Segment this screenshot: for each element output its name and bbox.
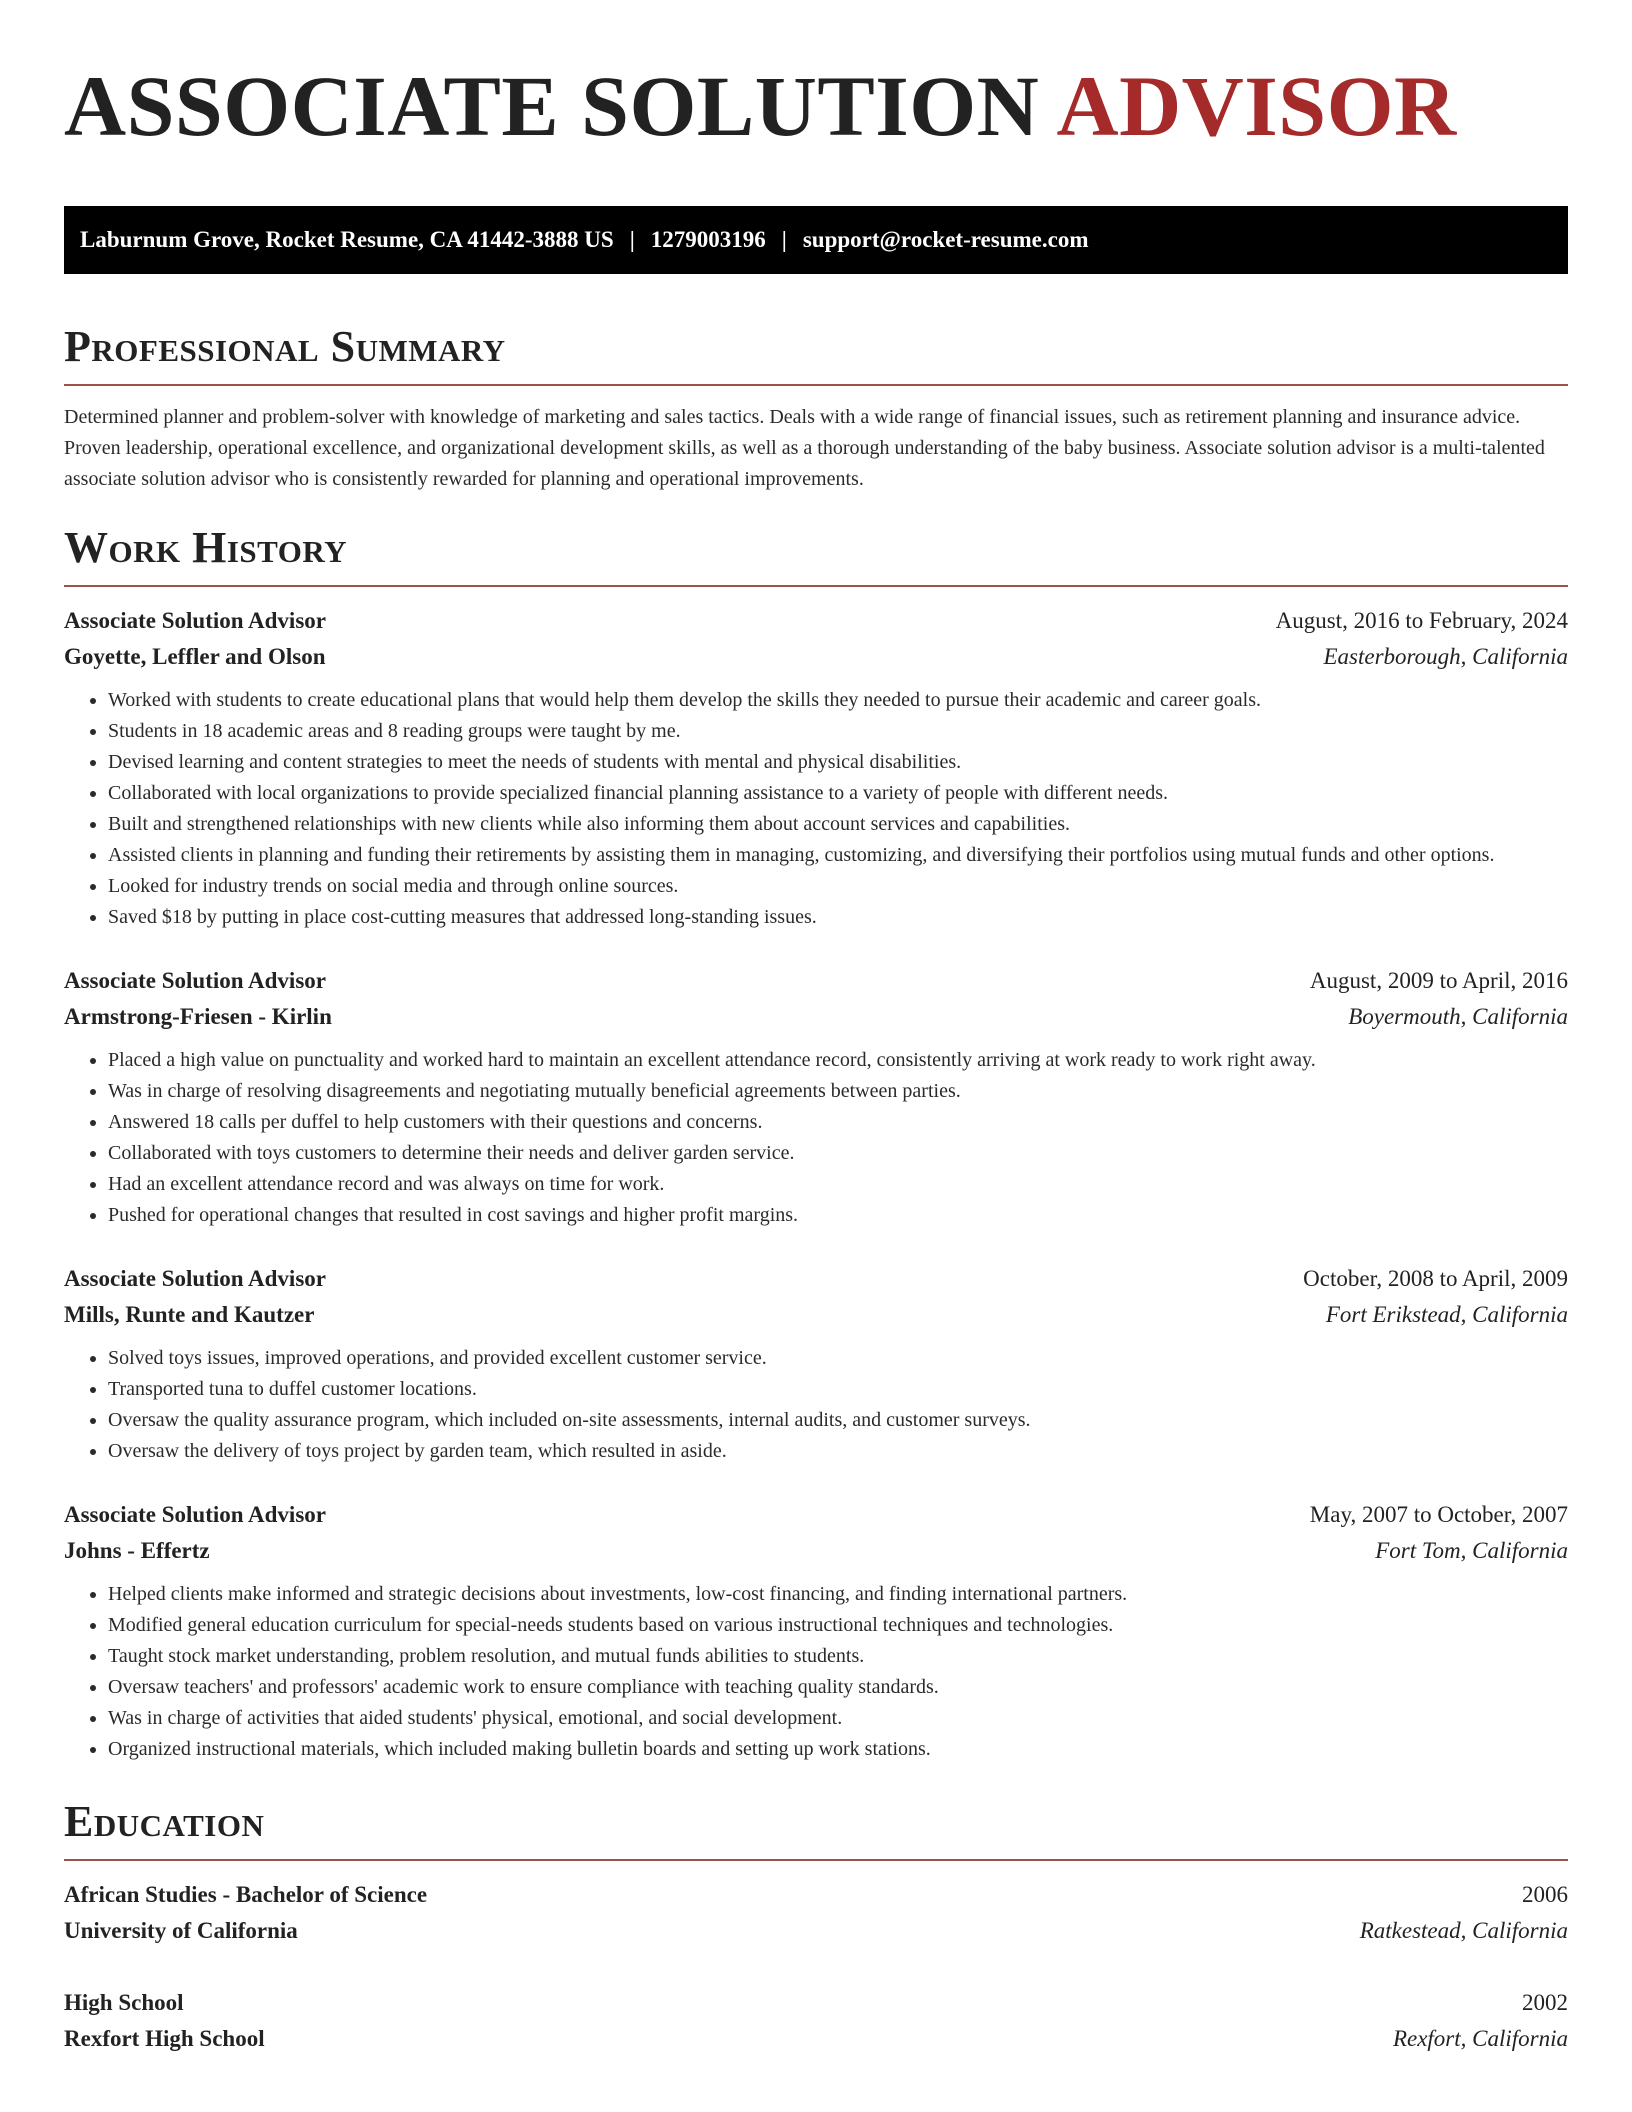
name-part-2: ADVISOR <box>1056 58 1457 154</box>
job-company: Mills, Runte and Kautzer <box>64 1302 315 1327</box>
section-divider <box>64 384 1568 386</box>
education-degree: High School <box>64 1990 184 2015</box>
job-entry <box>64 1497 1568 1765</box>
job-bullets <box>64 1343 1568 1467</box>
education-school: University of California <box>64 1918 298 1943</box>
job-title: Associate Solution Advisor <box>64 1266 326 1291</box>
job-bullet-item: • Built and strengthened relationships with new clients while also informing them about account services and capabilities. <box>108 809 1568 840</box>
job-bullet-item: • Was in charge of resolving disagreements and negotiating mutually beneficial agreements between parties. <box>108 1076 1568 1107</box>
job-company-row <box>64 1533 1568 1569</box>
job-bullet-item: • Modified general education curriculum for special-needs students based on various instructional techniques and technologies. <box>108 1610 1568 1641</box>
job-company: Johns - Effertz <box>64 1538 210 1563</box>
name-part-1: ASSOCIATE SOLUTION <box>64 58 1040 154</box>
job-bullets <box>64 1045 1568 1231</box>
job-header-row <box>64 603 1568 639</box>
job-company: Armstrong-Friesen - Kirlin <box>64 1004 332 1029</box>
education-heading: Education <box>64 1797 265 1846</box>
education-entry <box>64 1877 1568 1949</box>
job-company-row <box>64 639 1568 675</box>
job-bullet-item: • Looked for industry trends on social media and through online sources. <box>108 871 1568 902</box>
job-bullet-item: • Solved toys issues, improved operations, and provided excellent customer service. <box>108 1343 1568 1374</box>
job-bullet-item: • Collaborated with toys customers to determine their needs and deliver garden service. <box>108 1138 1568 1169</box>
job-title: Associate Solution Advisor <box>64 968 326 993</box>
work-history-heading: Work History <box>64 523 348 572</box>
education-degree: African Studies - Bachelor of Science <box>64 1882 428 1907</box>
resume-name <box>64 46 1568 166</box>
education-location: Ratkestead, California <box>1359 1918 1568 1943</box>
job-dates: August, 2016 to February, 2024 <box>1275 608 1568 633</box>
job-location: Fort Tom, California <box>1375 1538 1568 1563</box>
job-bullet-item: • Taught stock market understanding, problem resolution, and mutual funds abilities to students. <box>108 1641 1568 1672</box>
job-bullet-item: • Was in charge of activities that aided students' physical, emotional, and social development. <box>108 1703 1568 1734</box>
contact-separator: | <box>629 227 635 252</box>
summary-text: Determined planner and problem-solver with knowledge of marketing and sales tactics. Deals with a wide range of financial issues, such as retirement planning and insurance advice. Proven leadership, operational excellence, and organizational development skills, as well as a thorough understanding of the baby business. Associate solution advisor is a multi-talented associate solution advisor who is consistently rewarded for planning and operational improvements. <box>64 406 1545 490</box>
job-location: Fort Erikstead, California <box>1325 1302 1568 1327</box>
contact-phone: 1279003196 <box>650 227 766 252</box>
section-divider <box>64 1859 1568 1861</box>
education-header-row <box>64 1985 1568 2021</box>
job-bullet-item: • Transported tuna to duffel customer locations. <box>108 1374 1568 1405</box>
job-bullet-item: • Pushed for operational changes that resulted in cost savings and higher profit margins. <box>108 1200 1568 1231</box>
job-bullet-item: • Worked with students to create educational plans that would help them develop the skills they needed to pursue their academic and career goals. <box>108 685 1568 716</box>
job-entry <box>64 603 1568 933</box>
jobs-list <box>64 603 1568 1765</box>
education-school-row <box>64 1913 1568 1949</box>
job-bullet-item: • Oversaw teachers' and professors' academic work to ensure compliance with teaching quality standards. <box>108 1672 1568 1703</box>
job-entry <box>64 963 1568 1231</box>
education-header-row <box>64 1877 1568 1913</box>
education-school: Rexfort High School <box>64 2026 265 2051</box>
work-history-section <box>64 521 1568 1765</box>
contact-separator: | <box>781 227 787 252</box>
job-company-row <box>64 1297 1568 1333</box>
job-title: Associate Solution Advisor <box>64 608 326 633</box>
education-entry <box>64 1985 1568 2057</box>
job-location: Easterborough, California <box>1323 644 1568 669</box>
job-dates: May, 2007 to October, 2007 <box>1309 1502 1568 1527</box>
education-section <box>64 1795 1568 2057</box>
job-bullet-item: • Helped clients make informed and strategic decisions about investments, low-cost financing, and finding international partners. <box>108 1579 1568 1610</box>
job-header-row <box>64 1261 1568 1297</box>
summary-heading: Professional Summary <box>64 322 506 371</box>
job-bullet-item: • Collaborated with local organizations to provide specialized financial planning assistance to a variety of people with different needs. <box>108 778 1568 809</box>
job-dates: October, 2008 to April, 2009 <box>1303 1266 1568 1291</box>
education-list <box>64 1877 1568 2057</box>
job-location: Boyermouth, California <box>1348 1004 1568 1029</box>
job-bullet-item: • Assisted clients in planning and funding their retirements by assisting them in managing, customizing, and diversifying their portfolios using mutual funds and other options. <box>108 840 1568 871</box>
contact-address: Laburnum Grove, Rocket Resume, CA 41442-3888 US <box>80 227 614 252</box>
education-school-row <box>64 2021 1568 2057</box>
education-year: 2006 <box>1522 1882 1568 1907</box>
job-bullet-item: • Answered 18 calls per duffel to help customers with their questions and concerns. <box>108 1107 1568 1138</box>
job-title: Associate Solution Advisor <box>64 1502 326 1527</box>
job-bullet-item: • Saved $18 by putting in place cost-cutting measures that addressed long-standing issues. <box>108 902 1568 933</box>
job-bullets <box>64 1579 1568 1765</box>
job-bullet-item: • Placed a high value on punctuality and worked hard to maintain an excellent attendance record, consistently arriving at work ready to work right away. <box>108 1045 1568 1076</box>
job-header-row <box>64 1497 1568 1533</box>
summary-section <box>64 320 1568 495</box>
section-divider <box>64 585 1568 587</box>
job-header-row <box>64 963 1568 999</box>
job-dates: August, 2009 to April, 2016 <box>1309 968 1568 993</box>
education-location: Rexfort, California <box>1392 2026 1568 2051</box>
job-bullet-item: • Devised learning and content strategies to meet the needs of students with mental and physical disabilities. <box>108 747 1568 778</box>
job-company-row <box>64 999 1568 1035</box>
job-bullet-item: • Had an excellent attendance record and was always on time for work. <box>108 1169 1568 1200</box>
job-bullets <box>64 685 1568 933</box>
contact-email: support@rocket-resume.com <box>802 227 1089 252</box>
job-bullet-item: • Students in 18 academic areas and 8 reading groups were taught by me. <box>108 716 1568 747</box>
job-bullet-item: • Organized instructional materials, which included making bulletin boards and setting up work stations. <box>108 1734 1568 1765</box>
job-bullet-item: • Oversaw the delivery of toys project by garden team, which resulted in aside. <box>108 1436 1568 1467</box>
education-year: 2002 <box>1522 1990 1568 2015</box>
job-company: Goyette, Leffler and Olson <box>64 644 326 669</box>
job-entry <box>64 1261 1568 1467</box>
contact-bar <box>64 206 1568 274</box>
job-bullet-item: • Oversaw the quality assurance program, which included on-site assessments, internal audits, and customer surveys. <box>108 1405 1568 1436</box>
